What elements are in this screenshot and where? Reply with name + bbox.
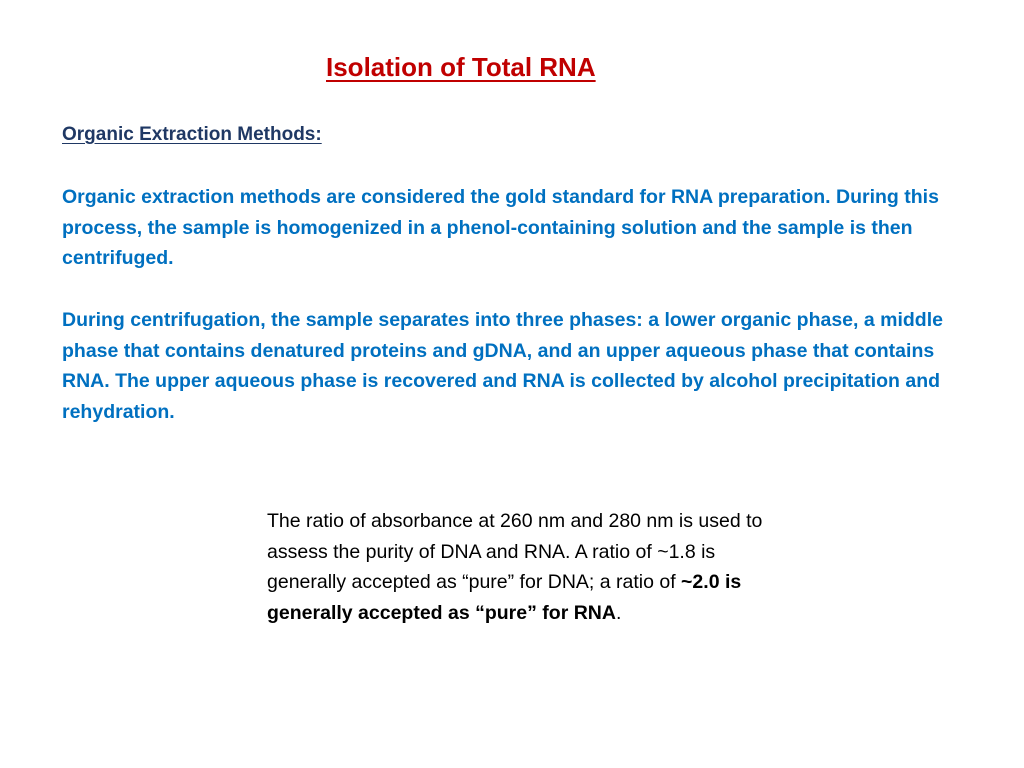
- paragraph-centrifugation: During centrifugation, the sample separates into three phases: a lower organic phase, a middle phase that contains denatured proteins and gDNA, and an upper aqueous phase that contains RNA. The upper aqueous phase is recovered and RNA is collected by alcohol precipitation and rehydration.: [62, 309, 943, 423]
- section-heading: Organic Extraction Methods:: [62, 124, 322, 145]
- absorbance-ratio-note: [267, 506, 767, 628]
- note-bold-text: ~2.0 is generally accepted as “pure” for RNA: [267, 571, 742, 624]
- note-regular-text: The ratio of absorbance at 260 nm and 280 nm is used to assess the purity of DNA and RNA. A ratio of ~1.8 is generally accepted as “pure” for DNA; a ratio of: [267, 510, 763, 593]
- note-end-text: .: [615, 601, 622, 624]
- paragraph-organic-extraction: Organic extraction methods are considered the gold standard for RNA preparation. During this process, the sample is homogenized in a phenol-containing solution and the sample is then centrifuged.: [62, 186, 939, 269]
- slide-title: Isolation of Total RNA: [326, 52, 596, 82]
